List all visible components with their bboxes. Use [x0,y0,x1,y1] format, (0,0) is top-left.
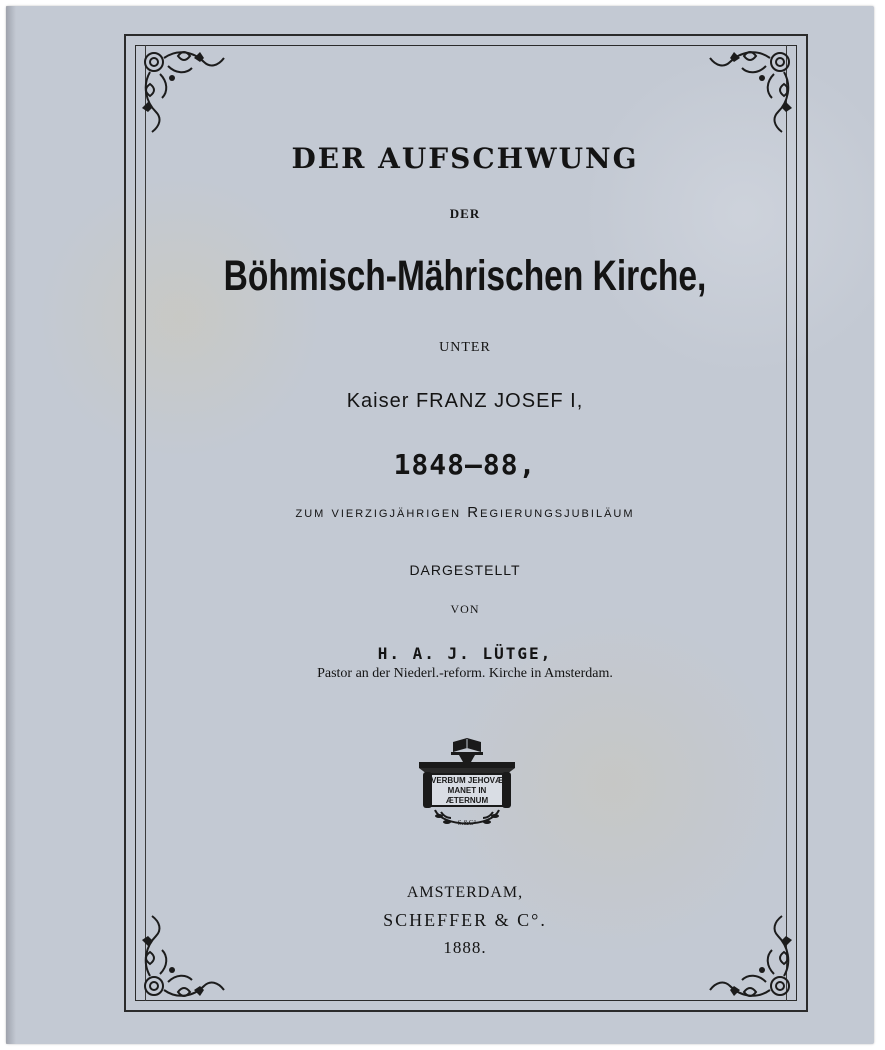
emblem-mark: S.&C° [457,819,477,827]
imprint-year: 1888. [443,938,487,957]
subtitle-unter: UNTER [439,340,491,355]
imprint-publisher: SCHEFFER & C°. [383,910,547,930]
emblem-motto-line-1: VERBUM JEHOVÆ [430,776,504,785]
emblem-motto-line-3: ÆTERNUM [445,796,489,805]
subtitle-kaiser: Kaiser FRANZ JOSEF I, [346,390,584,412]
spine-shadow [6,6,16,1044]
inner-frame-border [135,45,797,1001]
publisher-emblem-icon [413,736,521,834]
dargestellt-label: DARGESTELLT [409,562,521,578]
emblem-motto-line-2: MANET IN [447,786,487,795]
title-main: Böhmisch-Mährischen Kirche, [223,252,707,300]
title-der: DER [449,206,481,221]
author-title: Pastor an der Niederl.-reform. Kirche in Amsterdam. [317,666,613,681]
author-name: H. A. J. LÜTGE, [377,644,553,663]
corner-ornament-top-left [138,44,228,136]
subtitle-jubilaeum: zum vierzigjährigen Regierungsjubiläum [295,504,635,521]
von-label: VON [450,602,480,616]
subtitle-years: 1848—88, [393,448,537,481]
frame-rule-left [145,45,146,1001]
frame-rule-right [786,45,787,1001]
title-line-1: DER AUFSCHWUNG [291,142,639,175]
corner-ornament-top-right [706,44,796,136]
imprint-city: AMSTERDAM, [406,884,524,901]
